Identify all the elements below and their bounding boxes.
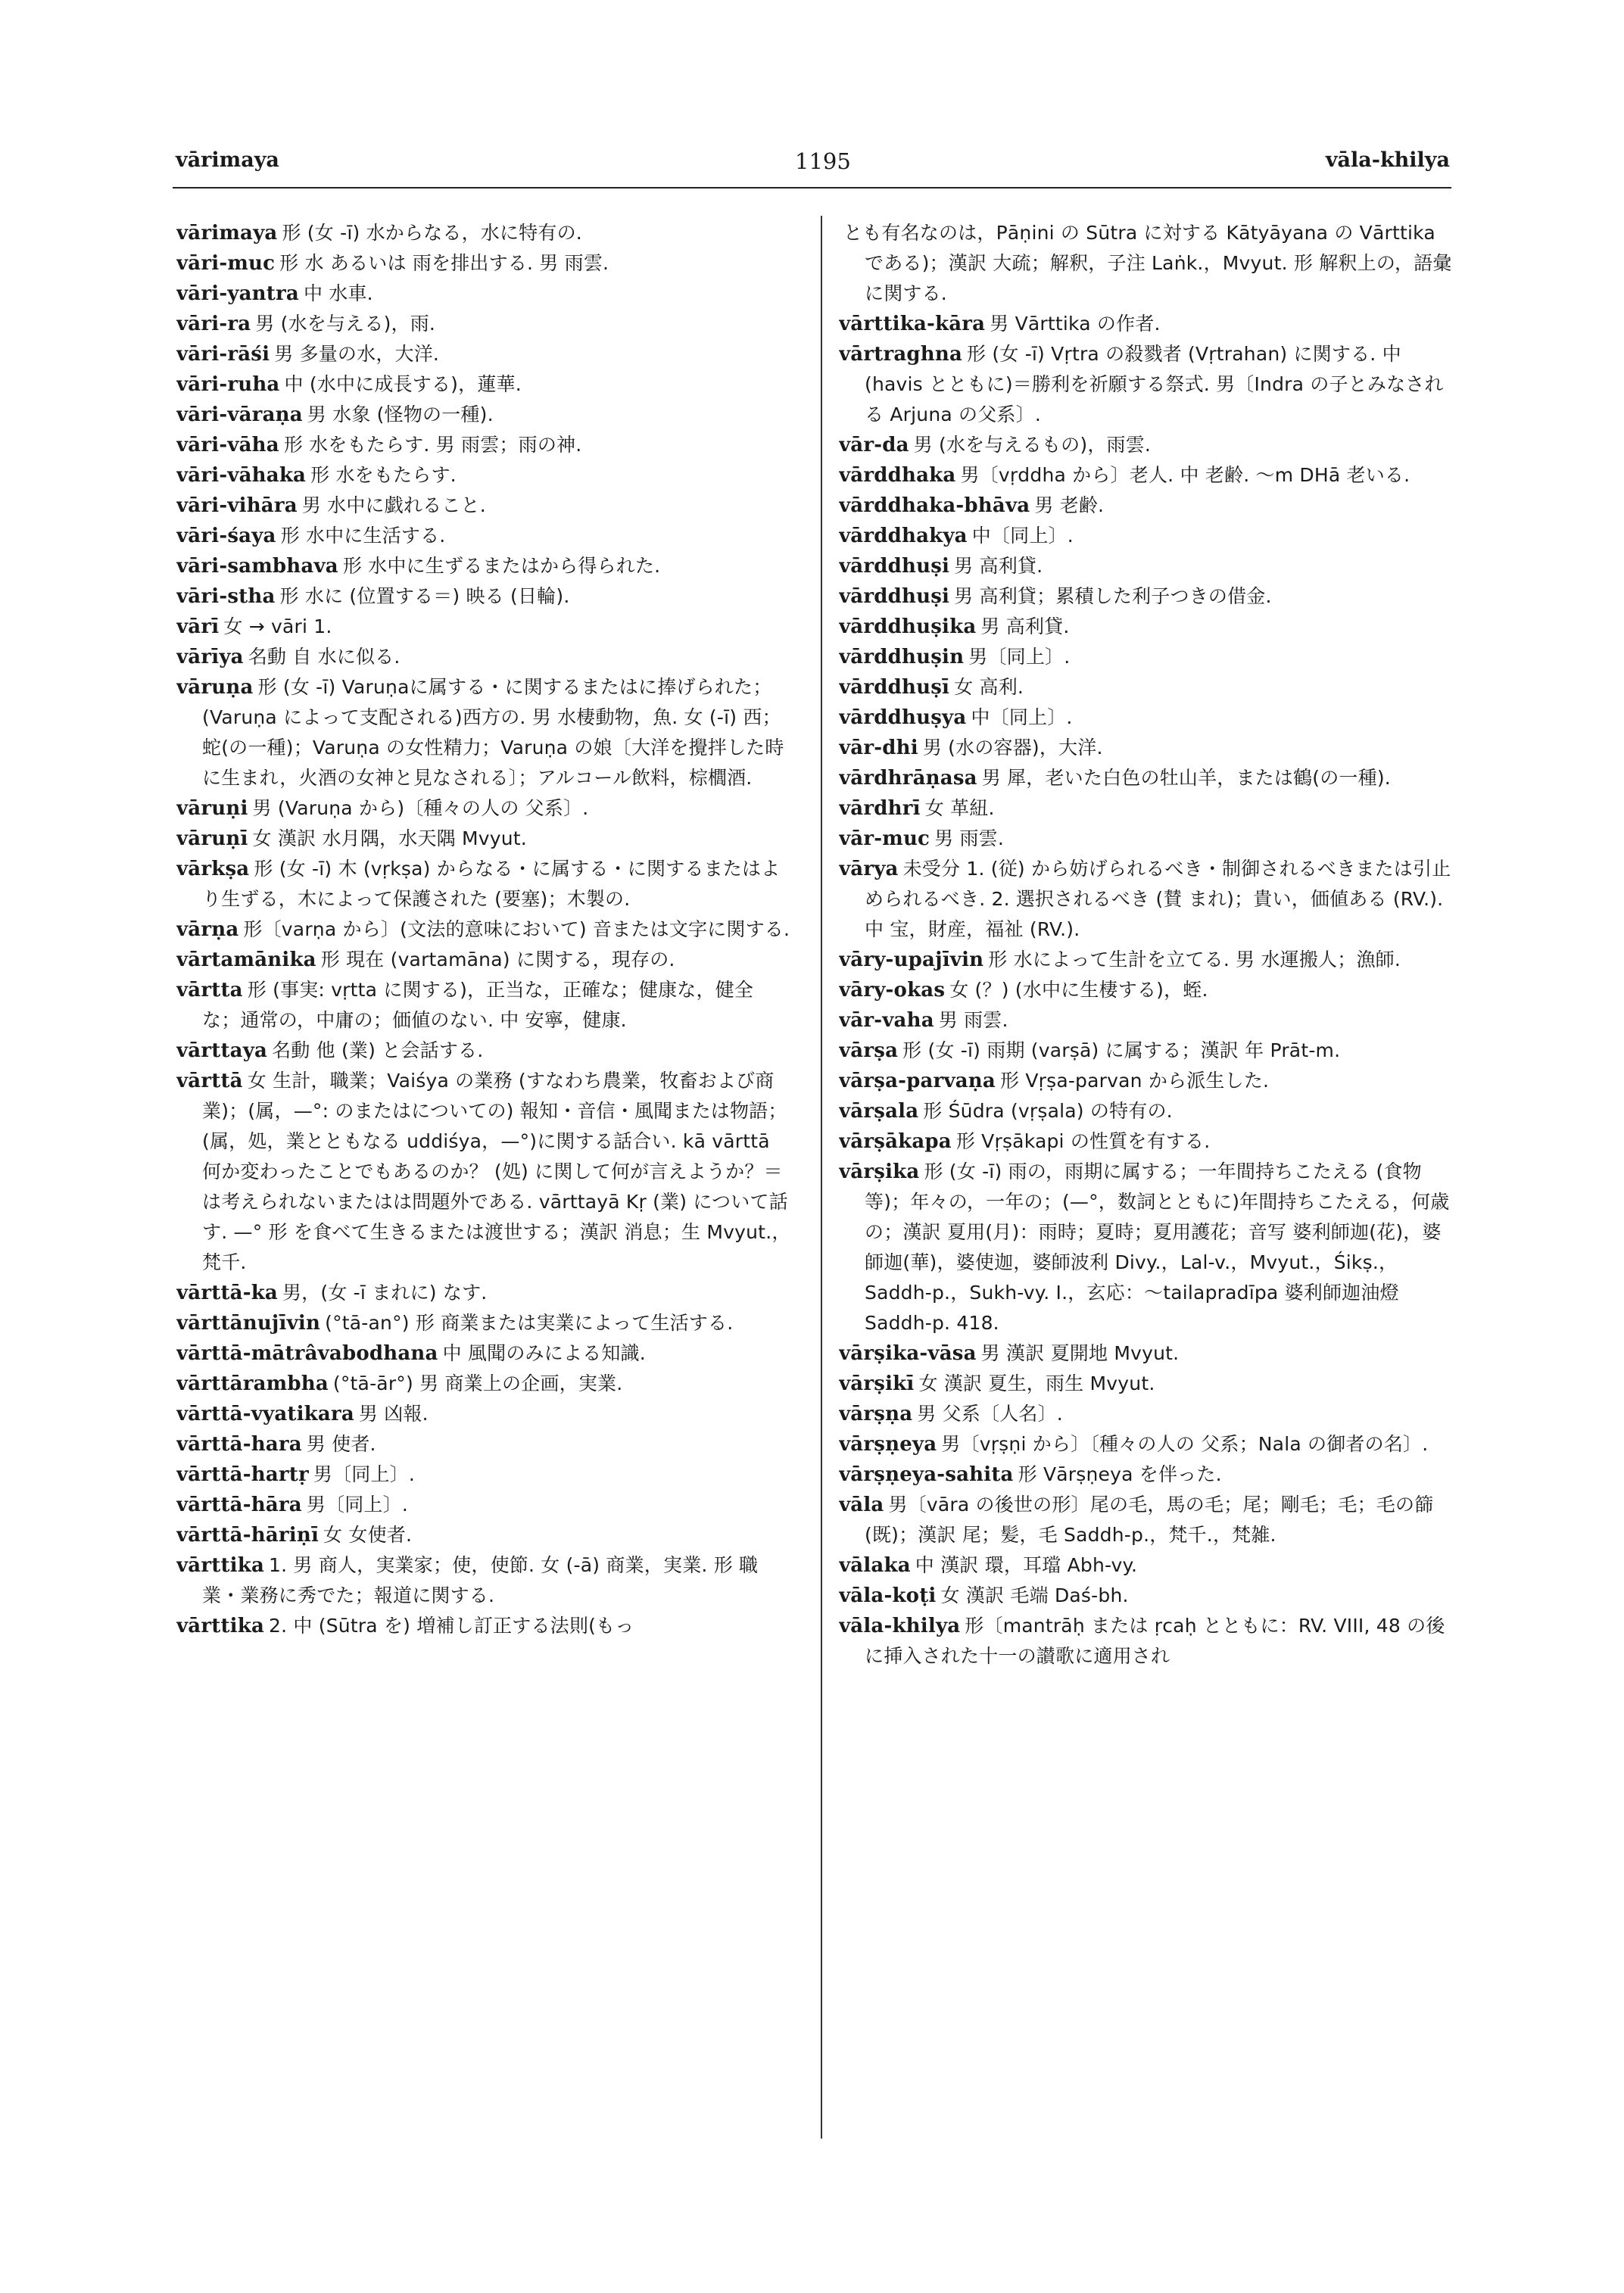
entry-definition: 形 現在 (vartamāna) に関する，現存の. [320,949,675,970]
right-column [839,218,1454,1671]
dictionary-entry [839,703,1454,733]
dictionary-entry [839,430,1454,460]
dictionary-entry [839,1490,1454,1550]
column-divider [821,216,822,2139]
entry-definition: 男 水中に戯れること. [301,494,486,516]
dictionary-entry [176,339,791,369]
dictionary-entry [839,975,1454,1005]
entry-headword: vāri-vihāra [176,494,298,517]
entry-definition: 形 (女 -ī) 水からなる，水に特有の. [282,222,582,244]
entry-definition: 形 水中に生ずるまたはから得られた. [342,555,661,577]
dictionary-entry [839,1581,1454,1611]
entry-definition: 2. 中 (Sūtra を) 増補し訂正する法則(もっ [269,1615,634,1637]
dictionary-entry [176,248,791,279]
entry-definition: 未受分 1. (従) から妨げられるべき・制御されるべきまたは引止められるべき. 2. 選択されるべき (賛 まれ)；貴い，価値ある (RV.). 中 宝，財産，福祉 (RV.). [865,858,1451,940]
dictionary-entry [176,1308,791,1338]
entry-headword: vārdhrī [839,797,921,820]
entry-headword: vāla-khilya [839,1615,961,1637]
dictionary-entry [839,1611,1454,1671]
entry-definition: 形 (女 -ī) Varuṇaに属する・に関するまたはに捧げられた；(Varuṇa によって支配される)西方の. 男 水棲動物，魚. 女 (-ī) 西；蛇(の一種)；Varuṇa の女性精力；Varuṇa の娘〔大洋を攪拌した時に生まれ，火酒の女神と見なされる〕；アルコール飲料，棕櫚酒. [202,676,784,789]
entry-definition: 男 雨雲. [938,1009,1008,1031]
entry-definition: 男 漢訳 夏開地 Mvyut. [980,1342,1180,1364]
entry-headword: vārddhakya [839,525,968,547]
entry-definition: 女 (？) (水中に生棲する)，蛭. [949,979,1208,1001]
entry-definition: 男 犀，老いた白色の牡山羊，または鶴(の一種). [981,767,1391,789]
entry-headword: vārkṣa [176,858,250,880]
entry-definition: 形 (女 -ī) 雨の，雨期に属する；一年間持ちこたえる (食物等)；年々の，一年の；(—°，数詞とともに)年間持ちこたえる，何歳の；漢訳 夏用(月)：雨時；夏時；夏用護花；音写 婆利師迦(花)，婆師迦(華)，婆使迦，婆師波利 Divy.，Lal-v.，Mvyut.，Śikṣ.，Saddh-p.，Sukh-vy. I.，玄応：～tailapradīpa 婆利師迦油燈 Saddh-p. 418. [865,1161,1450,1334]
entry-headword: vāla [839,1494,884,1516]
entry-definition: 形 (女 -ī) Vṛtra の殺戮者 (Vṛtrahan) に関する. 中 (havis とともに)＝勝利を祈願する祭式. 男〔Indra の子とみなされる Arjuna の父系〕. [865,343,1444,425]
entry-headword: vārimaya [176,222,278,245]
dictionary-entry [839,854,1454,945]
entry-headword: vārṣala [839,1100,919,1123]
entry-definition: 形 (女 -ī) 木 (vṛkṣa) からなる・に属する・に関するまたはより生ずる，木によって保護された (要塞)；木製の. [202,858,781,910]
dictionary-entry [839,1338,1454,1369]
entry-definition: 女 革紐. [924,797,995,819]
dictionary-entry [176,1520,791,1550]
entry-headword: vārtraghna [839,343,963,366]
dictionary-entry [839,642,1454,672]
entry-headword: vārddhuṣika [839,615,977,638]
entry-headword: vārttā-vyatikara [176,1403,354,1425]
dictionary-entry [176,612,791,642]
dictionary-entry [839,733,1454,763]
entry-definition: 形 (事実: vṛtta に関する)，正当な，正確な；健康な，健全な；通常の，中庸の；価値のない. 中 安寧，健康. [202,979,754,1031]
dictionary-entry [176,1338,791,1369]
entry-definition: 男〔vāra の後世の形〕尾の毛，馬の毛；尾；剛毛；毛；毛の篩 (既)；漢訳 尾；髪，毛 Saddh-p.，梵千.，梵雑. [865,1494,1434,1546]
entry-headword: vārdhrāṇasa [839,767,977,790]
header-rule [173,187,1451,188]
entry-headword: vārṣṇa [839,1403,913,1425]
entry-definition: 形 水をもたらす. [310,464,457,486]
entry-definition: 形 水中に生活する. [280,525,446,547]
entry-headword: vāruṇi [176,797,248,820]
entry-headword: vārttā-hāra [176,1494,302,1516]
entry-definition: 男，(女 -ī まれに) なす. [282,1282,488,1304]
entry-definition: 形 (女 -ī) 雨期 (varṣā) に属する；漢訳 年 Prāt-m. [902,1039,1341,1061]
entry-headword: vāri-stha [176,585,276,608]
dictionary-entry [176,1550,791,1611]
running-head-right: vāla-khilya [1325,148,1450,172]
dictionary-entry [176,309,791,339]
dictionary-entry [839,218,1454,309]
entry-headword: vārṇa [176,918,239,941]
entry-headword: vāri-vāha [176,434,279,456]
entry-definition: 女 漢訳 夏生，雨生 Mvyut. [918,1372,1155,1394]
entry-definition: 1. 男 商人，実業家；使，使節. 女 (-ā) 商業，実業. 形 職業・業務に秀でた；報道に関する. [202,1554,759,1606]
entry-headword: vārtamānika [176,949,316,971]
entry-definition: 女 漢訳 毛端 Daś-bh. [940,1584,1129,1606]
dictionary-entry [176,218,791,248]
dictionary-entry [839,1036,1454,1066]
entry-definition: 男 老齢. [1034,494,1105,516]
entry-headword: vārttā-mātrâvabodhana [176,1342,438,1365]
entry-definition: とも有名なのは，Pāṇini の Sūtra に対する Kātyāyana の Vārttika である)；漢訳 大疏；解釈，子注 Laṅk.，Mvyut. 形 解釈上の，語彙に関する. [843,222,1452,304]
dictionary-entry [176,279,791,309]
entry-headword: vārttā-hāriṇī [176,1524,320,1547]
dictionary-entry [176,793,791,824]
dictionary-entry [176,914,791,945]
entry-headword: vārṣa [839,1039,899,1062]
dictionary-entry [839,1550,1454,1581]
entry-headword: vārṣākapa [839,1130,952,1153]
entry-headword: vārddhaka [839,464,956,487]
dictionary-entry [176,1066,791,1278]
entry-headword: vāri-yantra [176,282,299,305]
dictionary-entry [176,1611,791,1641]
dictionary-entry [839,1399,1454,1429]
dictionary-entry [839,491,1454,521]
entry-definition: 名動 自 水に似る. [248,646,401,668]
entry-headword: vāruṇa [176,676,254,699]
entry-definition: 男 (水を与える)，雨. [255,313,436,335]
dictionary-entry [839,1066,1454,1096]
entry-headword: vāri-vāhaka [176,464,307,487]
dictionary-entry [176,551,791,581]
dictionary-entry [839,521,1454,551]
entry-headword: vārīya [176,646,244,668]
entry-headword: vāry-upajīvin [839,949,984,971]
entry-headword: vārttā [176,1070,243,1092]
entry-definition: 男 父系〔人名〕. [917,1403,1063,1425]
entry-headword: vāri-rāśi [176,343,270,366]
entry-headword: vārddhaka-bhāva [839,494,1030,517]
dictionary-entry [839,1005,1454,1036]
dictionary-entry [176,521,791,551]
dictionary-entry [176,854,791,914]
entry-definition: 女 生計，職業；Vaiśya の業務 (すなわち農業，牧畜および商業)；(属，—°: のまたはについての) 報知・音信・風聞または物語；(属，処，業とともなる uddiśya，—°)に関する話合い. kā vārttā 何か変わったことでもあるのか？ (処) に関して何が言えようか？＝は考えられないまたはは問題外である. vārttayā Kṛ (業) について話す. —° 形 を食べて生きるまたは渡世する；漢訳 消息；生 Mvyut.，梵千. [202,1070,791,1273]
dictionary-entry [176,400,791,430]
dictionary-entry [176,1278,791,1308]
entry-definition: 男 水象 (怪物の一種). [307,403,494,425]
entry-headword: vār-muc [839,827,930,850]
entry-headword: vārtta [176,979,243,1002]
dictionary-entry [176,1460,791,1490]
entry-definition: 男〔同上〕. [306,1494,408,1516]
entry-definition: 男 高利貸. [980,615,1070,637]
dictionary-entry [176,1036,791,1066]
dictionary-entry [176,642,791,672]
entry-headword: vārṣikī [839,1372,915,1395]
entry-definition: 形 Vṛṣākapi の性質を有する. [955,1130,1211,1152]
dictionary-entry [839,1460,1454,1490]
dictionary-entry [839,612,1454,642]
entry-headword: vārttika [176,1554,265,1577]
entry-headword: vārddhuṣin [839,646,965,668]
entry-definition: 形 水をもたらす. 男 雨雲；雨の神. [283,434,582,456]
page-number: 1195 [795,148,851,174]
dictionary-entry [176,1490,791,1520]
dictionary-entry [839,1157,1454,1338]
entry-definition: 男 高利貸；累積した利子つきの借金. [954,585,1272,607]
entry-headword: vāruṇī [176,827,248,850]
entry-definition: (°tā-an°) 形 商業または実業によって生活する. [325,1312,734,1334]
dictionary-entry [176,369,791,400]
entry-definition: 形 Vārṣṇeya を伴った. [1018,1463,1222,1485]
dictionary-entry [839,460,1454,491]
dictionary-entry [839,581,1454,612]
dictionary-entry [176,945,791,975]
dictionary-entry [839,1126,1454,1157]
entry-definition: 男〔vṛṣṇi から〕〔種々の人の 父系；Nala の御者の名〕. [941,1433,1429,1455]
entry-definition: (°tā-ār°) 男 商業上の企画，実業. [332,1372,623,1394]
entry-headword: vārttaya [176,1039,268,1062]
dictionary-entry [839,1096,1454,1126]
entry-definition: 中 漢訳 環，耳璫 Abh-vy. [915,1554,1138,1576]
entry-definition: 中〔同上〕. [971,706,1073,728]
entry-definition: 男〔vṛddha から〕老人. 中 老齢. ～m DHā 老いる. [960,464,1410,486]
dictionary-entry [176,581,791,612]
dictionary-entry [839,339,1454,430]
entry-headword: vārttika-kāra [839,313,986,335]
entry-definition: 形〔mantrāḥ または ṛcaḥ とともに：RV. VIII, 48 の後に挿入された十一の讃歌に適用され [865,1615,1445,1667]
entry-headword: vārī [176,615,220,638]
entry-headword: vārddhuṣi [839,555,950,578]
entry-definition: 男 (水を与えるもの)，雨雲. [913,434,1152,456]
entry-headword: vāri-vāraṇa [176,403,303,426]
entry-headword: vārddhuṣi [839,585,950,608]
entry-headword: vārttārambha [176,1372,329,1395]
entry-definition: 中〔同上〕. [971,525,1074,547]
entry-definition: 男 (Varuṇa から)〔種々の人の 父系〕. [252,797,589,819]
entry-headword: vārṣika-vāsa [839,1342,977,1365]
entry-headword: vāri-muc [176,252,276,275]
dictionary-entry [176,824,791,854]
entry-headword: vārṣika [839,1161,920,1183]
entry-definition: 男 Vārttika の作者. [990,313,1161,335]
dictionary-entry [839,824,1454,854]
dictionary-entry [839,309,1454,339]
entry-headword: vārttā-ka [176,1282,278,1304]
dictionary-entry [176,460,791,491]
dictionary-entry [176,491,791,521]
entry-headword: vāla-koṭi [839,1584,937,1607]
entry-definition: 女 漢訳 水月隅，水天隅 Mvyut. [252,827,527,849]
entry-headword: vārttika [176,1615,265,1637]
dictionary-entry [839,793,1454,824]
entry-definition: 女 高利. [954,676,1024,698]
dictionary-entry [839,1429,1454,1460]
entry-definition: 男 使者. [306,1433,376,1455]
entry-headword: vārttānujīvin [176,1312,321,1335]
entry-definition: 男 高利貸. [954,555,1043,577]
entry-definition: 男 雨雲. [934,827,1004,849]
entry-definition: 女 → vāri 1. [223,615,332,637]
dictionary-entry [176,1429,791,1460]
entry-definition: 中 水車. [303,282,373,304]
dictionary-entry [839,945,1454,975]
entry-headword: vārttā-hara [176,1433,302,1456]
dictionary-entry [839,551,1454,581]
dictionary-entry [176,1399,791,1429]
entry-headword: vāri-śaya [176,525,276,547]
entry-headword: vālaka [839,1554,911,1577]
dictionary-entry [839,672,1454,703]
entry-definition: 女 女使者. [323,1524,413,1546]
entry-definition: 形 水によって生計を立てる. 男 水運搬人；漁師. [988,949,1401,970]
dictionary-entry [176,430,791,460]
entry-definition: 形 Vṛṣa-parvan から派生した. [999,1070,1270,1092]
dictionary-entry [839,763,1454,793]
entry-headword: vārya [839,858,899,880]
running-head-left: vārimaya [176,148,279,172]
entry-definition: 男 凶報. [358,1403,429,1425]
entry-definition: 形 水 あるいは 雨を排出する. 男 雨雲. [279,252,609,274]
entry-headword: vār-vaha [839,1009,934,1032]
entry-definition: 形〔varṇa から〕(文法的意味において) 音または文字に関する. [243,918,790,940]
entry-definition: 中 (水中に成長する)，蓮華. [284,373,522,395]
entry-definition: 形 Śūdra (vṛṣala) の特有の. [923,1100,1173,1122]
entry-headword: vāry-okas [839,979,946,1002]
entry-headword: vārttā-hartṛ [176,1463,309,1486]
entry-headword: vār-dhi [839,737,918,759]
entry-definition: 中 風聞のみによる知識. [442,1342,646,1364]
entry-headword: vārṣṇeya [839,1433,937,1456]
entry-definition: 男〔同上〕. [968,646,1071,668]
entry-definition: 形 水に (位置する＝) 映る (日輪). [279,585,570,607]
entry-definition: 男〔同上〕. [313,1463,416,1485]
entry-definition: 名動 他 (業) と会話する. [272,1039,484,1061]
entry-headword: vārṣa-parvaṇa [839,1070,996,1092]
entry-headword: vāri-ruha [176,373,280,396]
dictionary-entry [176,975,791,1036]
dictionary-entry [839,1369,1454,1399]
dictionary-entry [176,672,791,793]
entry-headword: vārddhuṣya [839,706,967,729]
entry-headword: vāri-sambhava [176,555,338,578]
entry-headword: vāri-ra [176,313,251,335]
entry-headword: vār-da [839,434,909,456]
left-column [176,218,791,1641]
entry-definition: 男 (水の容器)，大洋. [922,737,1103,759]
entry-definition: 男 多量の水，大洋. [274,343,440,365]
entry-headword: vārddhuṣī [839,676,950,699]
entry-headword: vārṣṇeya-sahita [839,1463,1014,1486]
dictionary-entry [176,1369,791,1399]
